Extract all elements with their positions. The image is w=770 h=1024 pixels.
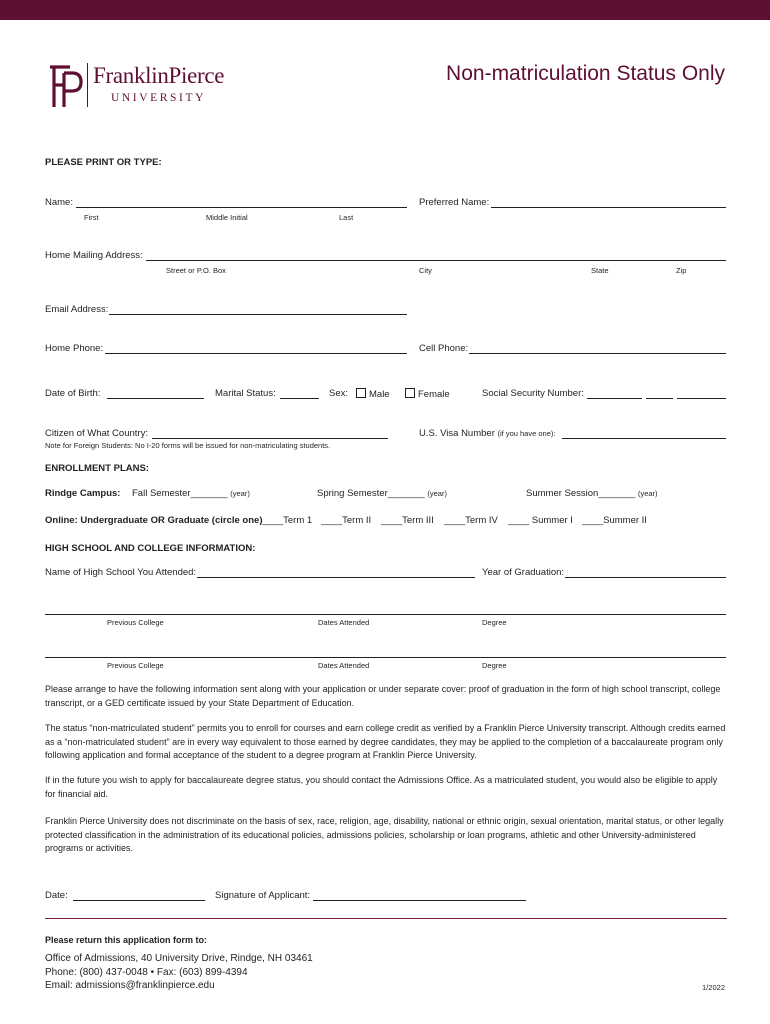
online-term-4[interactable]: ____Term IV xyxy=(444,515,498,526)
spring-year-caption: (year) xyxy=(427,489,447,498)
phone-fax: Phone: (800) 437-0048 • Fax: (603) 899-4394 xyxy=(45,966,248,978)
ssn-field-2[interactable] xyxy=(646,398,673,399)
high-school-label: Name of High School You Attended: xyxy=(45,567,197,578)
form-title: Non-matriculation Status Only xyxy=(446,62,725,85)
email-field[interactable] xyxy=(109,314,407,315)
fall-semester-option[interactable] xyxy=(132,488,250,500)
previous-college-caption-1: Previous College xyxy=(107,618,164,627)
previous-college-field-1[interactable] xyxy=(45,614,726,615)
email-label: Email Address: xyxy=(45,304,109,315)
sex-label: Sex: xyxy=(329,388,349,399)
visa-label xyxy=(419,428,555,440)
previous-college-caption-2: Previous College xyxy=(107,661,164,670)
ssn-field-1[interactable] xyxy=(587,398,642,399)
citizen-field[interactable] xyxy=(152,438,388,439)
non-discrimination-statement: Franklin Pierce University does not discriminate on the basis of sex, race, religion, age, disability, national or ethnic origin, sexual orientation, marital status, or other legally protected classification in the administration of its educational policies, admissions policies, scholarship or loan programs, athletic and other University-administered programs or activities. xyxy=(45,816,724,853)
male-option[interactable] xyxy=(356,388,390,401)
status-explanation: The status “non-matriculated student” permits you to enroll for courses and earn college credit as verified by a Franklin Pierce University transcript. Although credits earned as a “non-matriculated student” are in every way equivalent to those earned by degree candidates, they may be applied to the completion of a baccalaureate program only following application and formal acceptance of the student to a degree program at Franklin Pierce University. xyxy=(45,723,726,760)
fall-year-caption: (year) xyxy=(230,489,250,498)
university-monogram-logo xyxy=(48,63,84,109)
last-name-caption: Last xyxy=(339,213,354,222)
transcript-instructions: Please arrange to have the following information sent along with your application or under separate cover: proof of graduation in the form of high school transcript, college transcript, or a GED certificate issued by your State Department of Education. xyxy=(45,684,721,708)
date-label: Date: xyxy=(45,890,68,901)
rindge-campus-label: Rindge Campus: xyxy=(45,488,121,499)
visa-field[interactable] xyxy=(562,438,726,439)
summer-session-label: Summer Session_______ xyxy=(526,488,636,499)
fall-semester-label: Fall Semester_______ xyxy=(132,488,228,499)
marital-status-field[interactable] xyxy=(280,398,319,399)
spring-semester-label: Spring Semester_______ xyxy=(317,488,425,499)
marital-status-label: Marital Status: xyxy=(215,388,276,399)
signature-field[interactable] xyxy=(313,900,526,901)
graduation-year-label: Year of Graduation: xyxy=(482,567,565,578)
dates-attended-caption-1: Dates Attended xyxy=(318,618,370,627)
state-caption: State xyxy=(591,266,609,275)
online-term-2[interactable]: ____Term II xyxy=(321,515,372,526)
signature-label: Signature of Applicant: xyxy=(215,890,311,901)
address-label: Home Mailing Address: xyxy=(45,250,143,261)
dob-field[interactable] xyxy=(107,398,204,399)
footer-divider xyxy=(45,918,727,919)
previous-college-field-2[interactable] xyxy=(45,657,726,658)
middle-initial-caption: Middle Initial xyxy=(206,213,248,222)
visa-note: (if you have one): xyxy=(497,429,556,438)
high-school-field[interactable] xyxy=(197,577,475,578)
home-phone-label: Home Phone: xyxy=(45,343,104,354)
return-instructions: Please return this application form to: xyxy=(45,935,208,945)
online-summer-1[interactable]: ____ Summer I xyxy=(508,515,573,526)
office-address: Office of Admissions, 40 University Drive, Rindge, NH 03461 xyxy=(45,953,313,964)
female-label: Female xyxy=(418,389,450,400)
degree-status-note: If in the future you wish to apply for baccalaureate degree status, you should contact the Admissions Office. As a matriculated student, you would also be eligible to apply for financial aid. xyxy=(45,775,718,799)
dob-label: Date of Birth: xyxy=(45,388,101,399)
dates-attended-caption-2: Dates Attended xyxy=(318,661,370,670)
summer-session-option[interactable] xyxy=(526,488,658,500)
university-subtitle: UNIVERSITY xyxy=(111,92,206,104)
preferred-name-label: Preferred Name: xyxy=(419,197,490,208)
male-label: Male xyxy=(369,389,390,400)
admissions-email[interactable]: Email: admissions@franklinpierce.edu xyxy=(45,980,215,991)
online-label: Online: Undergraduate OR Graduate (circle one) xyxy=(45,515,263,526)
citizen-label: Citizen of What Country: xyxy=(45,428,148,439)
university-name: FranklinPierce xyxy=(93,63,225,88)
city-caption: City xyxy=(419,266,432,275)
zip-caption: Zip xyxy=(676,266,687,275)
online-term-1[interactable]: ____Term 1 xyxy=(262,515,313,526)
female-checkbox[interactable] xyxy=(405,388,415,398)
logo-divider xyxy=(87,63,88,107)
date-field[interactable] xyxy=(73,900,205,901)
address-field[interactable] xyxy=(146,260,726,261)
name-label: Name: xyxy=(45,197,73,208)
degree-caption-1: Degree xyxy=(482,618,507,627)
foreign-student-note: Note for Foreign Students: No I-20 forms will be issued for non-matriculating students. xyxy=(45,441,331,450)
name-field[interactable] xyxy=(76,207,407,208)
top-banner xyxy=(0,0,770,20)
form-version: 1/2022 xyxy=(702,983,725,992)
enrollment-heading: ENROLLMENT PLANS: xyxy=(45,463,149,474)
summer-year-caption: (year) xyxy=(637,489,658,498)
street-caption: Street or P.O. Box xyxy=(166,266,226,275)
online-term-3[interactable]: ____Term III xyxy=(381,515,434,526)
education-heading: HIGH SCHOOL AND COLLEGE INFORMATION: xyxy=(45,543,256,554)
cell-phone-field[interactable] xyxy=(469,353,726,354)
ssn-field-3[interactable] xyxy=(677,398,726,399)
spring-semester-option[interactable] xyxy=(317,488,447,500)
first-name-caption: First xyxy=(84,213,99,222)
cell-phone-label: Cell Phone: xyxy=(419,343,469,354)
preferred-name-field[interactable] xyxy=(491,207,726,208)
visa-label-text: U.S. Visa Number xyxy=(419,428,495,439)
instructions: PLEASE PRINT OR TYPE: xyxy=(45,157,162,168)
ssn-label: Social Security Number: xyxy=(482,388,584,399)
graduation-year-field[interactable] xyxy=(565,577,726,578)
degree-caption-2: Degree xyxy=(482,661,507,670)
female-option[interactable] xyxy=(405,388,450,401)
admissions-address xyxy=(45,952,313,993)
online-summer-2[interactable]: ____Summer II xyxy=(582,515,647,526)
home-phone-field[interactable] xyxy=(105,353,407,354)
male-checkbox[interactable] xyxy=(356,388,366,398)
